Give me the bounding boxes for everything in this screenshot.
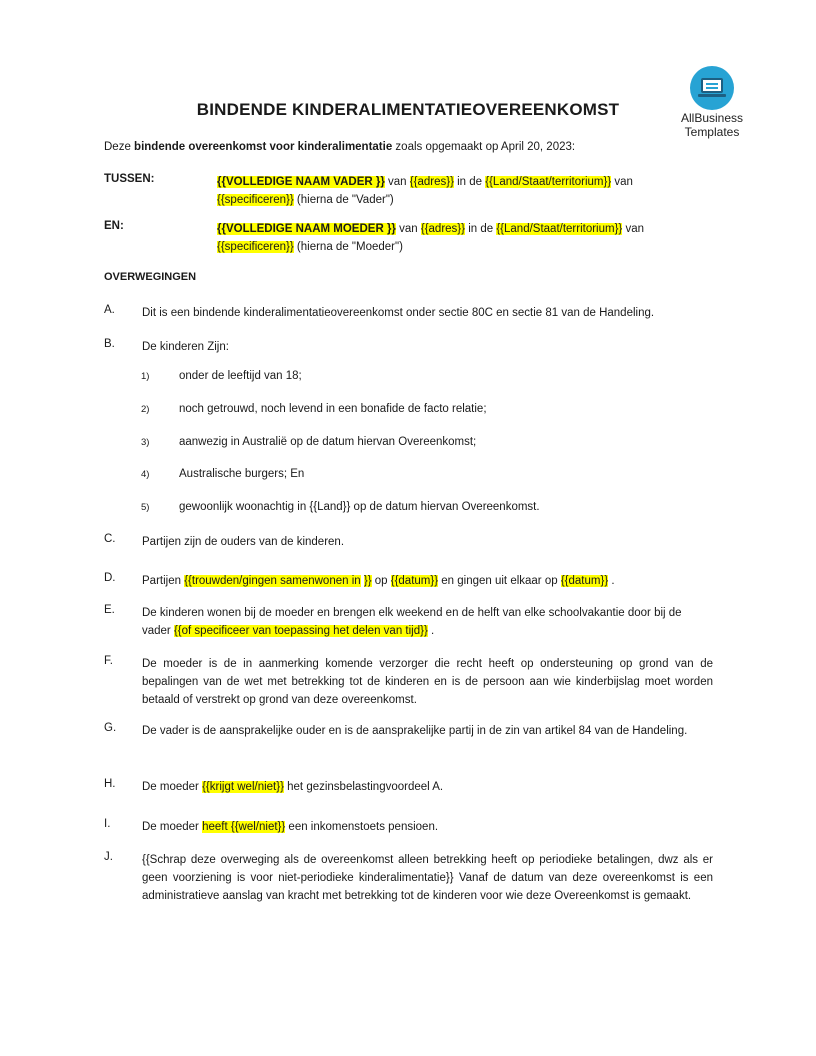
intro-sentence: Deze bindende overeenkomst voor kinderalimentatie zoals opgemaakt op April 20, 2023: (104, 141, 576, 153)
party-label-and: EN: (104, 220, 124, 232)
party-mother-details: {{VOLLEDIGE NAAM MOEDER }} van {{adres}} in de {{Land/Staat/territorium}} van {{specificeren}} (hierna de "Moeder") (217, 223, 645, 253)
document-title: BINDENDE KINDERALIMENTATIEOVEREENKOMST (196, 100, 620, 119)
logo-line-2: Templates (684, 125, 740, 139)
party-father-details: {{VOLLEDIGE NAAM VADER }} van {{adres}} in de {{Land/Staat/territorium}} van {{specificeren}} (hierna de "Vader") (217, 176, 633, 206)
recitals-heading: OVERWEGINGEN (104, 271, 197, 283)
party-label-between: TUSSEN: (104, 173, 155, 185)
logo-line-1: AllBusiness (681, 111, 744, 125)
